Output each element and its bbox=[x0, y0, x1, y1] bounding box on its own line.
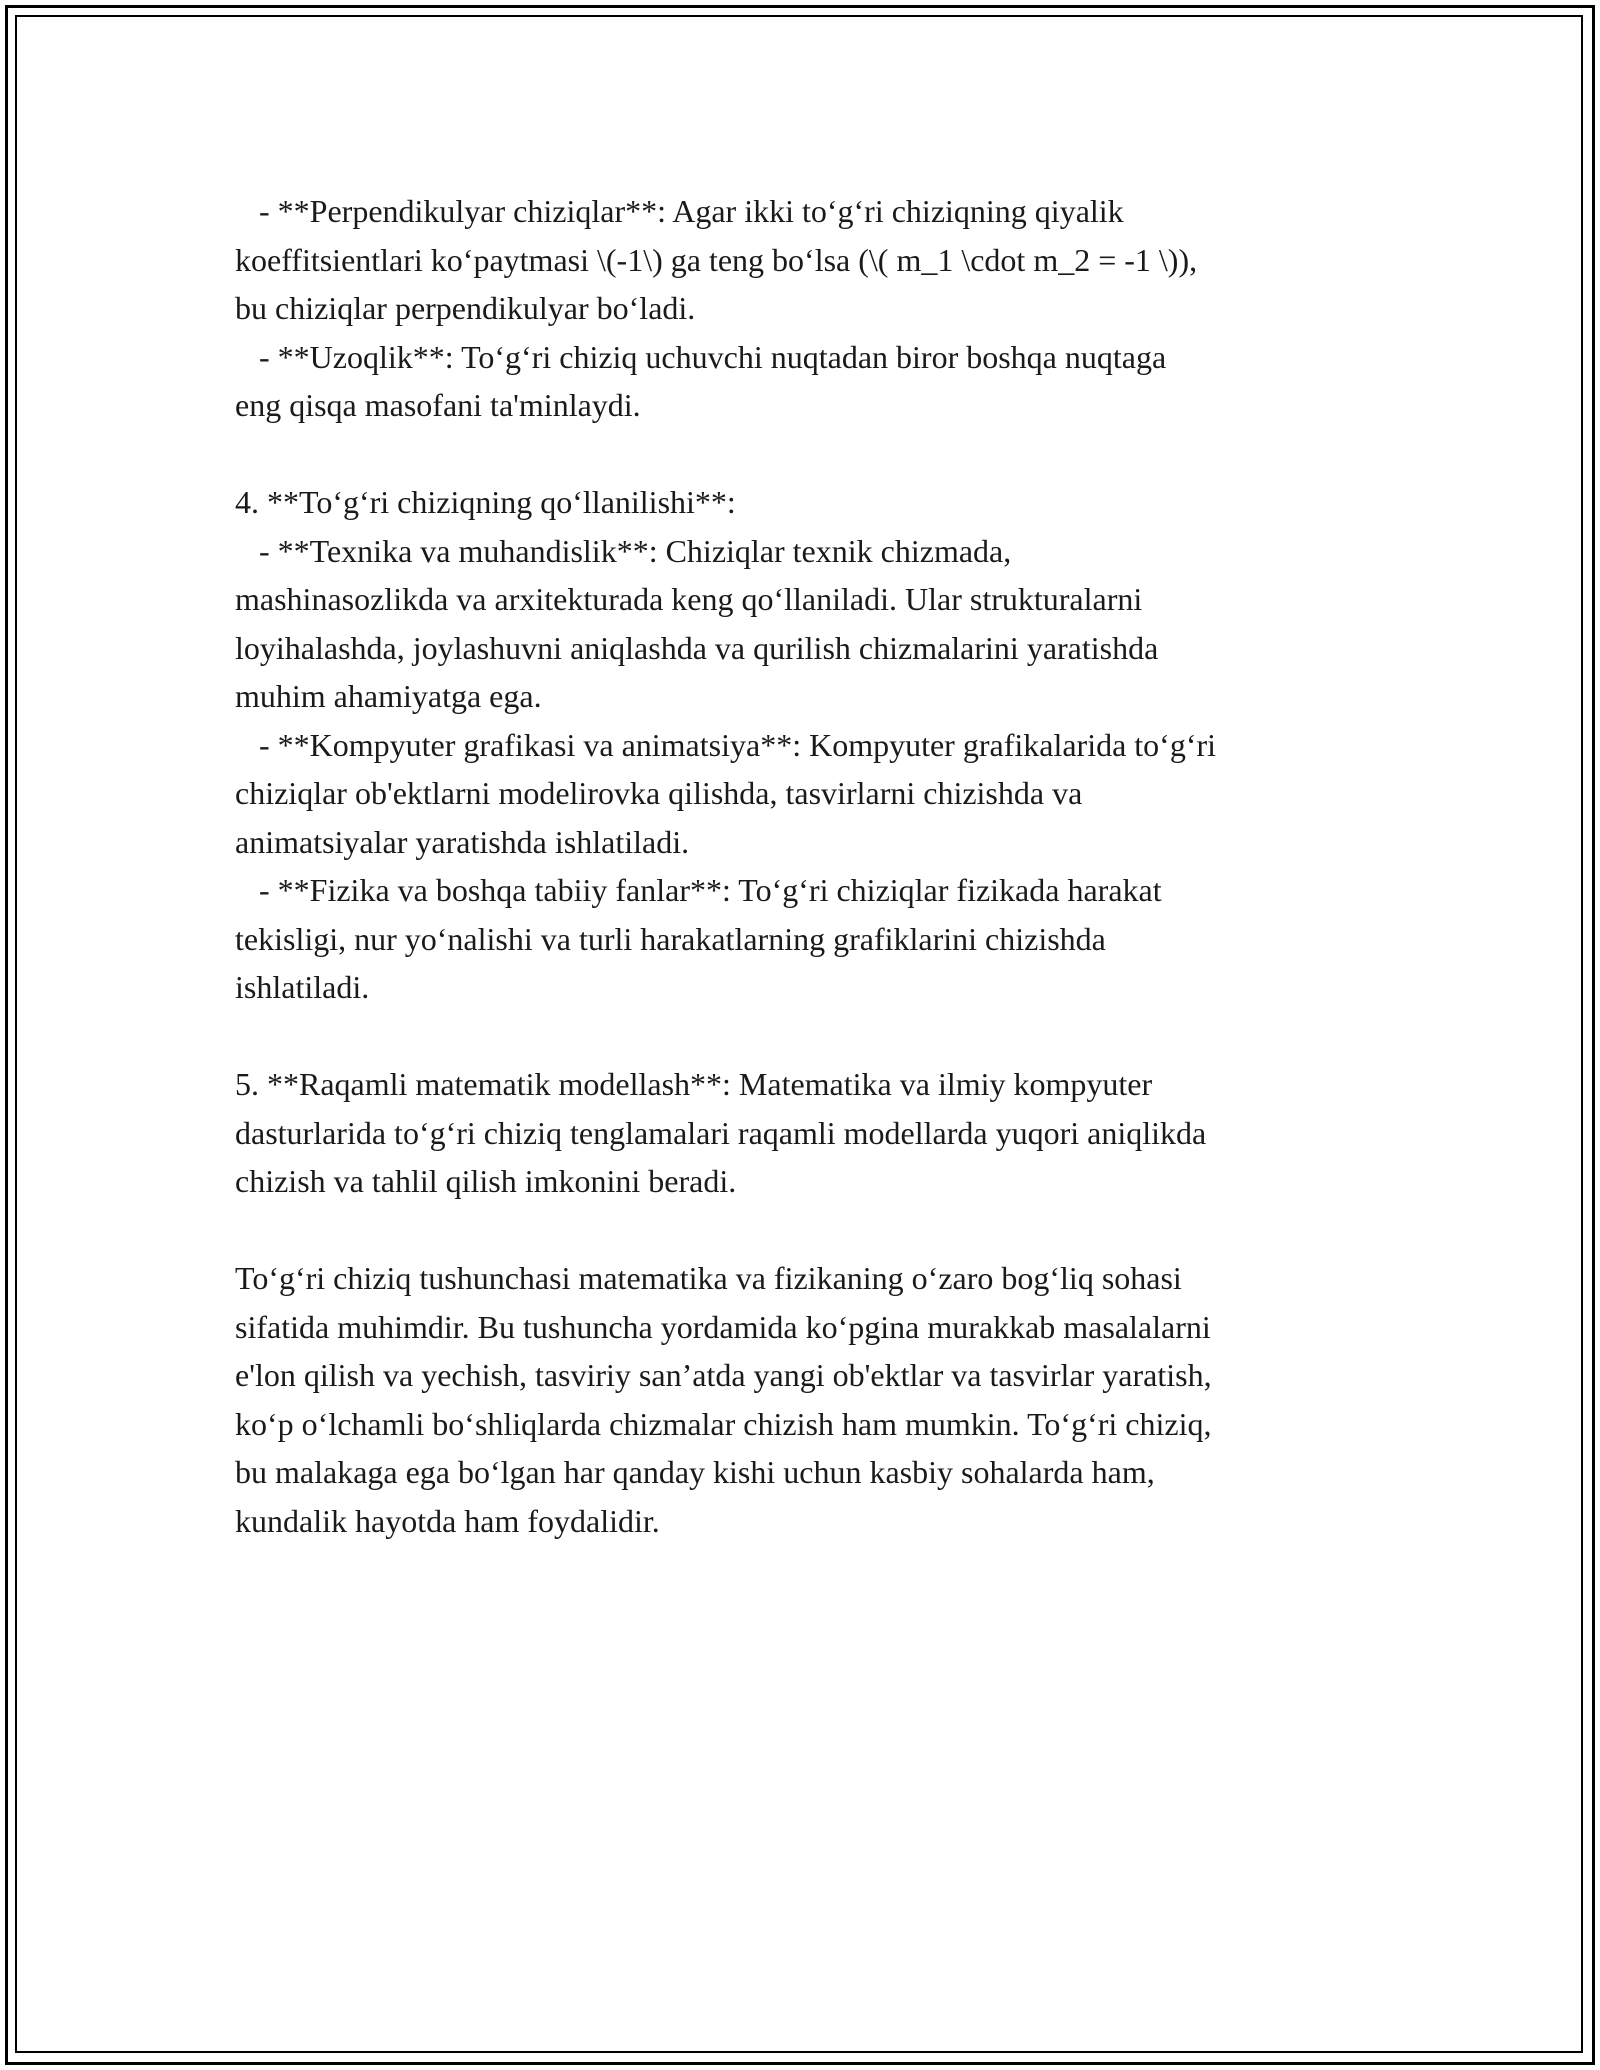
text-line: muhim ahamiyatga ega. bbox=[235, 678, 542, 714]
blank-line bbox=[235, 430, 1375, 479]
blank-line bbox=[235, 1012, 1375, 1061]
text-line: eng qisqa masofani ta'minlaydi. bbox=[235, 387, 641, 423]
text-line: loyihalashda, joylashuvni aniqlashda va qurilish chizmalarini yaratishda bbox=[235, 629, 1159, 666]
text-line: chizish va tahlil qilish imkonini beradi. bbox=[235, 1163, 737, 1199]
text-line: - **Fizika va boshqa tabiiy fanlar**: To‘g‘ri chiziqlar fizikada harakat bbox=[235, 872, 1162, 908]
text-line: kundalik hayotda ham foydalidir. bbox=[235, 1502, 660, 1539]
section-heading: 5. **Raqamli matematik modellash**: Matematika va ilmiy kompyuter bbox=[235, 1066, 1153, 1102]
text-line: chiziqlar ob'ektlarni modelirovka qilishda, tasvirlarni chizishda va bbox=[235, 775, 1083, 811]
text-line: koeffitsientlari ko‘paytmasi \(-1\) ga teng bo‘lsa (\( m_1 \cdot m_2 = -1 \)), bbox=[235, 241, 1198, 278]
text-line: dasturlarida to‘g‘ri chiziq tenglamalari raqamli modellarda yuqori aniqlikda bbox=[235, 1114, 1207, 1151]
blank-line bbox=[235, 1206, 1375, 1255]
text-line: To‘g‘ri chiziq tushunchasi matematika va fizikaning o‘zaro bog‘liq sohasi bbox=[235, 1260, 1182, 1296]
text-line: bu chiziqlar perpendikulyar bo‘ladi. bbox=[235, 290, 696, 326]
text-line: bu malakaga ega bo‘lgan har qanday kishi uchun kasbiy sohalarda ham, bbox=[235, 1454, 1155, 1490]
text-line: e'lon qilish va yechish, tasviriy san’atda yangi ob'ektlar va tasvirlar yaratish, bbox=[235, 1357, 1212, 1393]
text-line: tekisligi, nur yo‘nalishi va turli harakatlarning grafiklarini chizishda bbox=[235, 920, 1106, 957]
text-line: ko‘p o‘lchamli bo‘shliqlarda chizmalar chizish ham mumkin. To‘g‘ri chiziq, bbox=[235, 1405, 1212, 1442]
text-line: - **Kompyuter grafikasi va animatsiya**: Kompyuter grafikalarida to‘g‘ri bbox=[235, 726, 1217, 763]
text-line: - **Uzoqlik**: To‘g‘ri chiziq uchuvchi nuqtadan biror boshqa nuqtaga bbox=[235, 338, 1167, 375]
text-line: ishlatiladi. bbox=[235, 969, 370, 1005]
text-line: - **Texnika va muhandislik**: Chiziqlar texnik chizmada, bbox=[235, 532, 1012, 569]
text-line: sifatida muhimdir. Bu tushuncha yordamida ko‘pgina murakkab masalalarni bbox=[235, 1308, 1211, 1345]
section-heading: 4. **To‘g‘ri chiziqning qo‘llanilishi**: bbox=[235, 484, 736, 520]
text-line: - **Perpendikulyar chiziqlar**: Agar ikki to‘g‘ri chiziqning qiyalik bbox=[235, 193, 1124, 229]
text-line: mashinasozlikda va arxitekturada keng qo‘llaniladi. Ular strukturalarni bbox=[235, 581, 1143, 617]
document-body bbox=[235, 187, 1375, 1545]
text-line: animatsiyalar yaratishda ishlatiladi. bbox=[235, 823, 690, 860]
